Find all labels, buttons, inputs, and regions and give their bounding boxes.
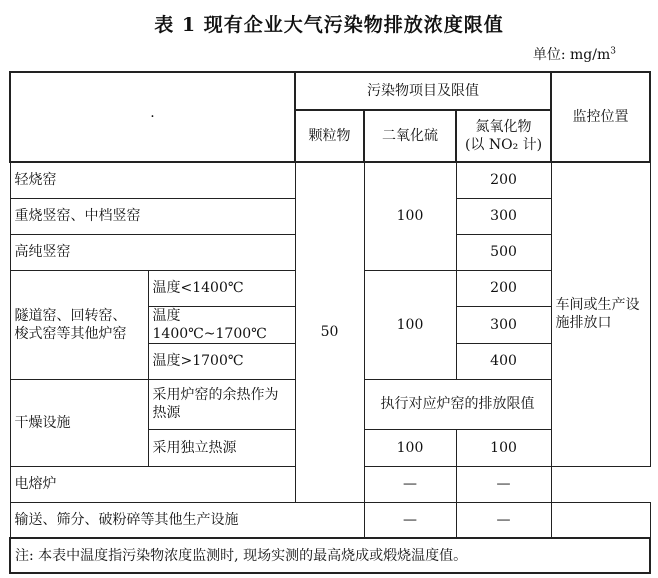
row-label-tunnel-kilns: [10, 270, 148, 379]
cell-nox-independent: 100: [456, 429, 551, 466]
row-label-electric-furnace: 电熔炉: [10, 466, 295, 502]
header-nox-line2: (以 NO₂ 计): [464, 137, 543, 153]
row-label-temp-mid: 温度1400℃~1700℃: [148, 306, 295, 343]
cell-monitor-empty: [551, 502, 650, 538]
cell-so2-electric: —: [364, 466, 456, 502]
drying-waste-heat-line1: 采用炉窑的余热作为: [152, 387, 279, 403]
table-note: 注: 本表中温度指污染物浓度监测时, 现场实测的最高烧成或煅烧温度值。: [10, 538, 650, 573]
row-label-high-purity: 高纯竖窑: [10, 234, 295, 270]
cell-particulate-all: 50: [295, 162, 364, 502]
table-title: 表 1 现有企业大气污染物排放浓度限值: [154, 14, 504, 36]
emission-limits-table: [9, 71, 651, 574]
header-corner: [10, 72, 295, 162]
row-label-temp-high: 温度>1700℃: [148, 343, 295, 379]
monitor-line2: 施排放口: [555, 315, 612, 332]
corner-mark: ·: [150, 109, 155, 125]
cell-nox-heavy-kiln: 300: [456, 198, 551, 234]
cell-nox-electric: —: [456, 466, 551, 502]
cell-so2-conveying: —: [364, 502, 456, 538]
row-label-drying-waste-heat: [148, 379, 295, 429]
cell-nox-high-purity: 500: [456, 234, 551, 270]
row-label-conveying: 输送、筛分、破粉碎等其他生产设施: [10, 502, 364, 538]
cell-so2-independent: 100: [364, 429, 456, 466]
cell-so2-group1: 100: [364, 162, 456, 270]
tunnel-line2: 梭式窑等其他炉窑: [14, 325, 127, 342]
unit-text: 单位: mg/m: [532, 47, 611, 63]
row-label-drying-independent: 采用独立热源: [148, 429, 295, 466]
cell-monitor-location: [551, 162, 650, 466]
monitor-line1: 车间或生产设: [555, 297, 640, 314]
drying-waste-heat-line2: 热源: [152, 405, 181, 421]
cell-nox-temp-high: 400: [456, 343, 551, 379]
unit-superscript: 3: [610, 46, 616, 57]
cell-nox-conveying: —: [456, 502, 551, 538]
header-pollutant-group: 污染物项目及限值: [295, 72, 551, 110]
cell-drying-waste-heat-rule: 执行对应炉窑的排放限值: [364, 379, 551, 429]
row-label-drying: 干燥设施: [10, 379, 148, 466]
row-label-temp-low: 温度<1400℃: [148, 270, 295, 306]
cell-so2-group2: 100: [364, 270, 456, 379]
header-particulate: 颗粒物: [295, 110, 364, 162]
row-label-light-kiln: 轻烧窑: [10, 162, 295, 198]
header-nox: [456, 110, 551, 162]
cell-nox-light-kiln: 200: [456, 162, 551, 198]
row-label-heavy-kiln: 重烧竖窑、中档竖窑: [10, 198, 295, 234]
unit-label: [533, 44, 616, 64]
header-monitor-location: 监控位置: [551, 72, 650, 162]
header-nox-line1: 氮氧化物: [475, 119, 532, 135]
cell-nox-temp-mid: 300: [456, 306, 551, 343]
cell-nox-temp-low: 200: [456, 270, 551, 306]
tunnel-line1: 隧道窑、回转窑、: [14, 307, 127, 324]
header-so2: 二氧化硫: [364, 110, 456, 162]
